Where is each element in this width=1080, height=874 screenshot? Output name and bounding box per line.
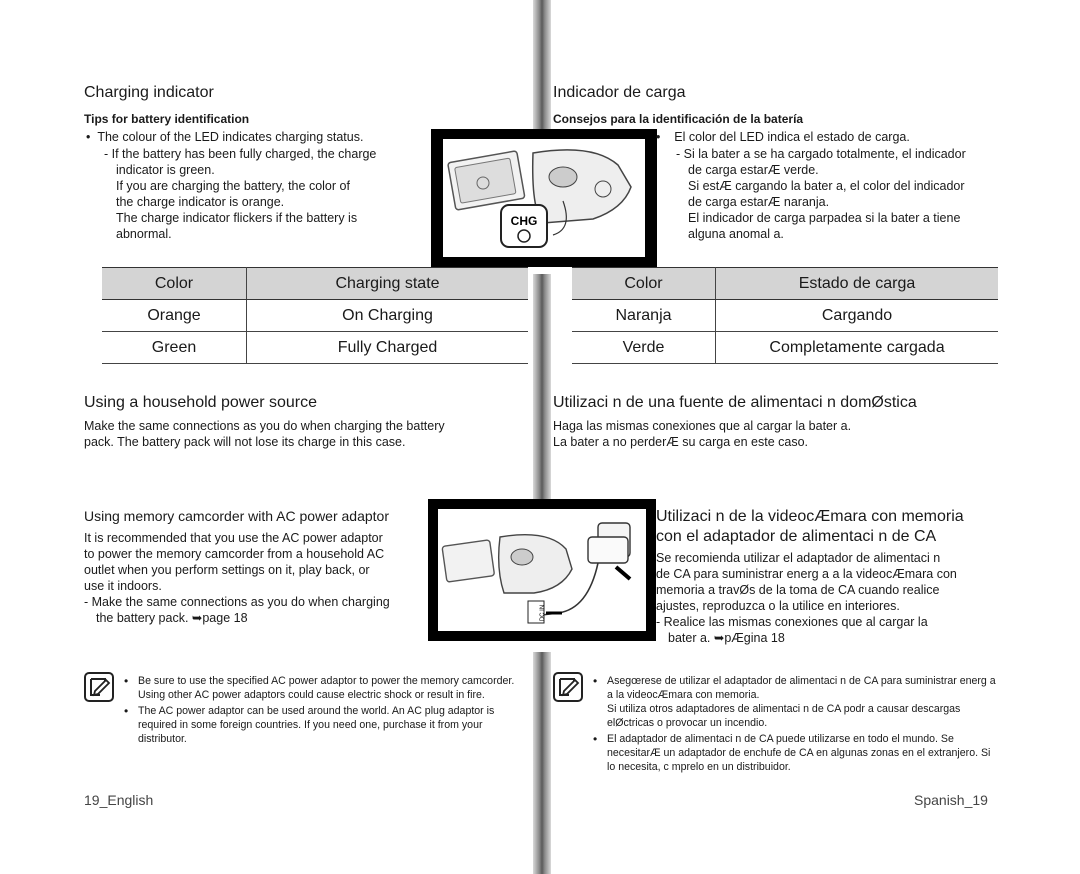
text-line: La bater a no perderÆ su carga en este caso. [553,435,809,449]
table-header: Charging state [247,268,529,300]
text-line: de carga estarÆ naranja. [688,195,830,209]
text-line: the battery pack. ➥page 18 [96,611,248,625]
camcorder-illustration [443,139,645,257]
text-line: use it indoors. [84,579,162,593]
note-item: • Asegœrese de utilizar el adaptador de alimentaci n de CA para suministrar energ a a la videocÆmara con memoria. [593,674,998,702]
tips-heading: Tips for battery identification [84,112,250,126]
text-line: Se recomienda utilizar el adaptador de alimentaci n [656,551,941,565]
table-header: Color [572,268,716,300]
bullet-item: • El color del LED indica el estado de carga. [656,130,910,144]
videocamara-title [656,507,964,547]
text-line: El indicador de carga parpadea si la bater a tiene [688,211,961,225]
table-cell: Fully Charged [247,332,529,364]
note-item: • The AC power adaptor can be used around the world. An AC plug adaptor is required in some foreign countries. If you need one, purchase it from your distributor. [124,704,524,746]
table-header: Color [102,268,247,300]
text-line: Haga las mismas conexiones que al cargar la bater a. [553,419,852,433]
household-body [84,418,524,450]
chg-label: CHG [510,214,538,228]
note-item: • Be sure to use the specified AC power adaptor to power the memory camcorder. Using other AC power adaptors could cause electric shock or result in fire. [124,674,524,702]
text-line: bater a. ➥pÆgina 18 [668,631,785,645]
note-item: • El adaptador de alimentaci n de CA puede utilizarse en todo el mundo. Se necesitarÆ un adaptador de enchufe de CA en algunas zonas en el extranjero. Si lo necesita, c mprelo en un distribuidor. [593,732,998,774]
text-line: - If the battery has been fully charged, the charge [104,147,377,161]
bullet-item: • The colour of the LED indicates charging status. [86,130,364,144]
bullet-text: The colour of the LED indicates charging status. [97,130,364,144]
table-cell: Naranja [572,300,716,332]
indicador-carga-title: Indicador de carga [553,84,686,101]
ac-adaptor-illustration [438,509,646,631]
charging-indicator-title: Charging indicator [84,84,214,101]
table-cell: Cargando [716,300,999,332]
note-icon [553,672,583,702]
text-line: memoria a travØs de la toma de CA cuando realice [656,583,940,597]
table-header: Estado de carga [716,268,999,300]
text-line: - Si la bater a se ha cargado totalmente, el indicador [676,147,966,161]
table-cell: Completamente cargada [716,332,999,364]
ac-adaptor-figure [428,499,656,641]
text-line: alguna anomal a. [688,227,784,241]
text-line: the charge indicator is orange. [116,195,285,209]
table-cell: Verde [572,332,716,364]
charging-figure [431,129,657,267]
fuente-alimentacion-title: Utilizaci n de una fuente de alimentaci n domØstica [553,394,917,411]
text-line: Make the same connections as you do when charging the battery [84,419,445,433]
table-cell: On Charging [247,300,529,332]
text-line: It is recommended that you use the AC power adaptor [84,531,383,545]
table-cell: Orange [102,300,247,332]
note-list [124,674,524,748]
text-line: - Realice las mismas conexiones que al cargar la [656,615,928,629]
sub-item [676,146,1001,242]
page-number-right: Spanish_19 [914,792,988,808]
text-line: con el adaptador de alimentaci n de CA [656,528,937,545]
note-item-cont: Si utiliza otros adaptadores de alimentaci n de CA podr a causar descargas elØctricas o provocar un incendio. [607,703,961,729]
bullet-text: El color del LED indica el estado de carga. [674,130,910,144]
household-power-title: Using a household power source [84,394,318,411]
text-line: to power the memory camcorder from a household AC [84,547,385,561]
memory-camcorder-title: Using memory camcorder with AC power adaptor [84,508,390,524]
estado-carga-table [572,267,998,364]
sub-item [104,146,424,242]
text-line: If you are charging the battery, the color of [116,179,350,193]
text-line: - Make the same connections as you do when charging [84,595,390,609]
text-line: indicator is green. [116,163,215,177]
text-line: The charge indicator flickers if the battery is [116,211,358,225]
table-cell: Green [102,332,247,364]
text-line: de carga estarÆ verde. [688,163,819,177]
text-line: outlet when you perform settings on it, play back, or [84,563,370,577]
dc-in-label: DC IN [540,604,546,622]
text-line: ajustes, reproduzca o la utilice en interiores. [656,599,900,613]
note-icon [84,672,114,702]
page-number-left: 19_English [84,792,154,808]
text-line: Si estÆ cargando la bater a, el color del indicador [688,179,965,193]
text-line: de CA para suministrar energ a a la videocÆmara con [656,567,957,581]
memory-body-es [656,550,1001,646]
memory-body [84,530,429,626]
text-line: Utilizaci n de la videocÆmara con memoria [656,508,964,525]
household-body-es [553,418,993,450]
note-list-es [593,674,998,776]
text-line: abnormal. [116,227,172,241]
consejos-heading: Consejos para la identificación de la batería [553,112,804,126]
text-line: pack. The battery pack will not lose its charge in this case. [84,435,406,449]
charging-state-table [102,267,528,364]
